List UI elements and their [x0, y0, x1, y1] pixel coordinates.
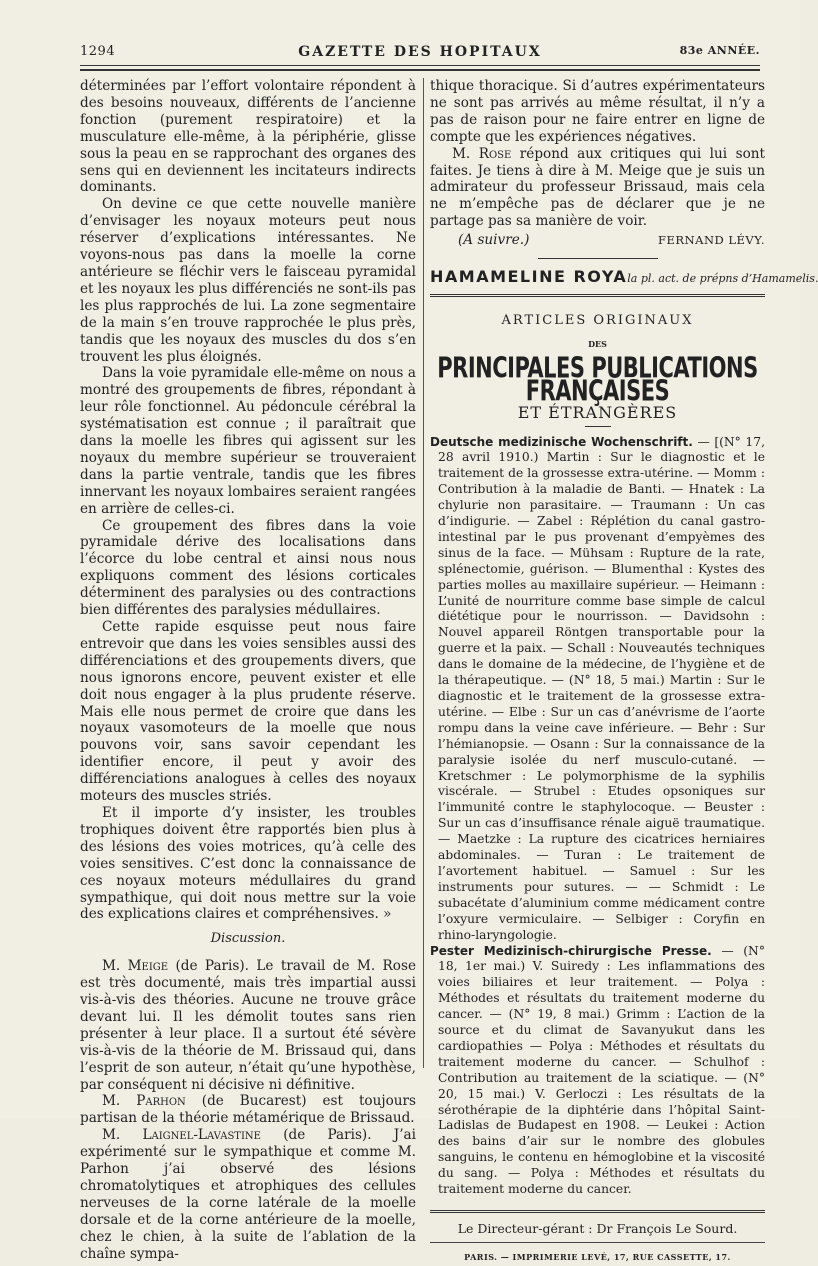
- journal-name: Deutsche medizinische Wochenschrift.: [430, 434, 693, 449]
- journal-summaries: [430, 435, 765, 1199]
- year-label: 83e ANNÉE.: [679, 44, 760, 57]
- speaker-text: répond aux critiques qui lui sont faites. Je tiens à dire à M. Meige que je suis un admirateur du professeur Brissaud, mais cela ne m’empêche pas de déclarer que je ne partage pas sa manière de voir.: [430, 145, 765, 230]
- paragraph-parhon: [80, 1093, 416, 1127]
- ad-detail: la pl. act. de prépns d’Hamamelis.: [627, 272, 818, 286]
- section-main-heading: PRINCIPALES PUBLICATIONS FRANÇAISES: [437, 351, 758, 407]
- speaker-name: M. Parhon: [102, 1093, 186, 1110]
- paragraph: thique thoracique. Si d’autres expérimentateurs ne sont pas arrivés au même résultat, il n’y a pas de raison pour ne faire entrer en ligne de compte que les expériences négatives.: [430, 78, 765, 145]
- section-title: ARTICLES ORIGINAUX: [501, 312, 694, 328]
- section-divider: [430, 294, 765, 299]
- discussion-heading: Discussion.: [210, 931, 286, 947]
- header-rule-bottom: [80, 69, 760, 71]
- speaker-name: M. Meige: [102, 958, 169, 975]
- journal-summary: [430, 434, 765, 944]
- printer-line: PARIS. — IMPRIMERIE LEVÉ, 17, RUE CASSETTE, 17.: [464, 1251, 731, 1262]
- paragraph-meige: [80, 958, 416, 1093]
- ad-product-name: HAMAMELINE ROYA: [430, 267, 628, 287]
- paragraph: Dans la voie pyramidale elle-même on nous a montré des groupements de fibres, répondant à leur rôle fonctionnel. Au pédoncule cérébral la systématisation est connue ; il paraîtrait que dans la moelle les fibres qui agissent sur les noyaux du membre supérieur se trouveraient dans la partie ventrale, tandis que les fibres innervant les noyaux lombaires seraient rangées en arrière de celles-ci.: [80, 365, 416, 517]
- paragraph: Et il importe d’y insister, les troubles trophiques doivent être rapportés bien plus à des lésions des voies motrices, qu’à celle des voies sensitives. C’est donc la connaissance de ces noyaux moteurs médullaires du grand sympathique, qui doit nous mettre sur la voie des explications claires et compréhensives. »: [80, 804, 416, 923]
- column-divider: [423, 78, 424, 1068]
- speaker-name: M. Laignel-Lavastine: [102, 1127, 261, 1144]
- paragraph: On devine ce que cette nouvelle manière d’envisager les noyaux moteurs peut nous réserver d’explications intéressantes. Ne voyons-nous pas dans la moelle la corne antérieure se fléchir vers le faisceau pyramidal et les noyaux les plus différenciés ne sont-ils pas les plus rapprochés de lui. La zone segmentaire de la main s’en trouve rapprochée le plus près, tandis que les noyaux des muscles du dos s’en trouvent les plus éloignés.: [80, 196, 416, 365]
- speaker-text: (de Paris). J’ai expérimenté sur le sympathique et comme M. Parhon j’ai observé des lésions chromatolytiques et atrophiques des cellules nerveuses de la corne latérale de la moelle dorsale et de la corne antérieure de la moelle, chez le chien, à la suite de l’ablation de la chaîne sympa-: [80, 1127, 416, 1262]
- advertisement: [430, 267, 818, 288]
- short-divider: [538, 258, 658, 259]
- journal-content: — [(N° 17, 28 avril 1910.) Martin : Sur le diagnostic et le traitement de la grossesse extra-utérine. — Momm : Contribution à la maladie de Banti. — Hnatek : La chylurie non parasitaire. — Traumann : Un cas d’indigurie. — Zabel : Réplétion du canal gastro-intestinal par le pus provenant d’empyèmes des sinus de la face. — Mühsam : Rupture de la rate, splénectomie, guérison. — Blumenthal : Kystes des parties molles au maxillaire supérieur. — Heimann : L’unité de nourriture comme base simple de calcul diététique pour le nourrisson. — Davidsohn : Nouvel appareil Röntgen transportable pour la guerre et la paix. — Schall : Nouveautés techniques dans le domaine de la médecine, de l’hygiène et de la thérapeutique. — (N° 18, 5 mai.) Martin : Sur le diagnostic et le traitement de la grossesse extra-utérine. — Elbe : Sur un cas d’anévrisme de l’aorte rompu dans la veine cave inférieure. — Behr : Sur l’hémianopsie. — Osann : Sur la connaissance de la paralysie isolée du nerf musculo-cutané. — Kretschmer : Le polymorphisme de la syphilis viscérale. — Strubel : Etudes opsoniques sur l’immunité contre le staphylocoque. — Beuster : Sur un cas d’insuffisance rénale aiguë traumatique. — Maetzke : La rupture des cicatrices herniaires abdominales. — Turan : Le traitement de l’avortement habituel. — Samuel : Sur les instruments pour sutures. — — Schmidt : Le subacétate d’aluminium comme médicament contre l’oxyure vermiculaire. — Selbiger : Coryfin en rhino-laryngologie.: [438, 434, 765, 942]
- paragraph: Cette rapide esquisse peut nous faire entrevoir que dans les voies sensibles aussi des différenciations et des groupements divers, que nous ignorons encore, peuvent exister et elle doit nous engager à la plus prudente réserve. Mais elle nous permet de croire que dans les noyaux vasomoteurs de la moelle que nous pouvons voir, sans savoir cependant les identifier encore, il peut y avoir des différenciations analogues à celles des noyaux moteurs des muscles striés.: [80, 619, 416, 805]
- section-subheading: ET ÉTRANGÈRES: [517, 402, 678, 422]
- left-column: [80, 78, 416, 1262]
- short-divider: [585, 426, 611, 427]
- speaker-text: (de Bucarest) est toujours partisan de la théorie métamérique de Brissaud.: [80, 1093, 416, 1127]
- speaker-text: (de Paris). Le travail de M. Rose est très documenté, mais très impartial aussi vis-à-vis des théories. Aucune ne trouve grâce devant lui. Il les démolit toutes sans rien présenter à leur place. Il a surtout été sévère vis-à-vis de la théorie de M. Brissaud qui, dans l’esprit de son auteur, n’était qu’une hypothèse, par conséquent ni décisive ni définitive.: [80, 958, 416, 1093]
- footer-divider: [430, 1210, 765, 1215]
- footer-rule: [430, 1242, 765, 1243]
- journal-name: Pester Medizinisch-chirurgische Presse.: [430, 943, 712, 958]
- header-rule-top: [80, 65, 760, 66]
- paragraph: Ce groupement des fibres dans la voie pyramidale dérive des localisations dans l’écorce du lobe central et ainsi nous nous expliquons comment des lésions corticales déterminent des paralysies ou des contractions bien différentes des paralysies médullaires.: [80, 517, 416, 619]
- paragraph: déterminées par l’effort volontaire répondent à des besoins nouveaux, différents de l’ancienne fonction (purement respiratoire) et la musculature elle-même, à la périphérie, glisse sous la peau en se rapprochant des organes des sens qui en deviennent les incitateurs indirects dominants.: [80, 78, 416, 196]
- paragraph-rose: [430, 146, 765, 231]
- author-name: FERNAND LÉVY.: [658, 233, 765, 248]
- page-header: [80, 44, 760, 62]
- speaker-name: M. Rose: [452, 145, 512, 162]
- director-line: Le Directeur-gérant : Dr François Le Sourd.: [457, 1221, 738, 1236]
- section-subtitle-des: DES: [588, 338, 607, 349]
- journal-content: — (N° 18, 1er mai.) V. Suiredy : Les inflammations des voies biliaires et leur traitement. — Polya : Méthodes et résultats du traitement moderne du cancer. — (N° 19, 8 mai.) Grimm : L’action de la source et du climat de Savanyukut dans les cardiopathies — Polya : Méthodes et résultats du traitement moderne du cancer. — Schulhof : Contribution au traitement de la sciatique. — (N° 20, 15 mai.) V. Gerloczi : Les résultats de la sérothérapie de la diphtérie dans l’hôpital Saint-Ladislas de Budapest en 1908. — Leukei : Action des bains d’air sur le nombre des globules sanguins, le contenu en hémoglobine et la viscosité du sang. — Polya : Méthodes et résultats du traitement moderne du cancer.: [438, 943, 765, 1197]
- journal-title: GAZETTE DES HOPITAUX: [298, 44, 542, 60]
- paragraph-laignel: [80, 1127, 416, 1262]
- to-be-continued: (A suivre.): [458, 232, 530, 249]
- right-column: [430, 78, 818, 1262]
- page-number: 1294: [80, 44, 116, 59]
- article-signature: [430, 232, 765, 249]
- journal-summary: [430, 943, 765, 1199]
